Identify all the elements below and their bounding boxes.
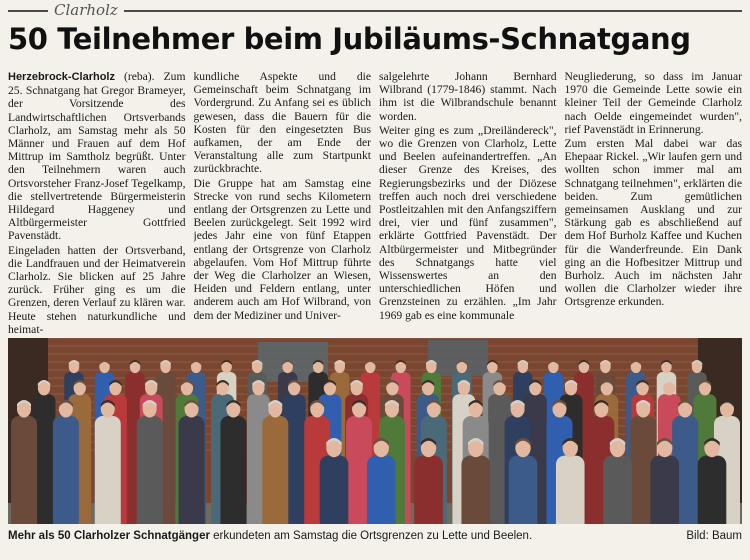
article-paragraph: Neugliederung, so dass im Januar 1970 die Gemeinde Lette sowie ein kleiner Teil der Gemeinde Clarholz nach Oelde eingemeindet wurden", rief Pavenstädt in Erinnerung.	[564, 70, 742, 136]
person-body	[414, 456, 443, 524]
rubric-label: Clarholz	[48, 1, 124, 19]
person-body	[650, 456, 679, 524]
article-paragraph-text: (reba). Zum 25. Schnatgang hat Gregor Brameyer, der Vorsitzende des Landwirtschaftlichen Ortsverbands Clarholz, am Samstag mehr als 50 Männer und Frauen auf dem Hof Mittrup im Samtholz begrüßt. Unter den Teilnehmern waren auch Ortsvorsteher Franz-Josef Tegelkamp, die stellvertretende Bürgermeisterin Hildegard Haggeney und Altbürgermeister Gottfried Pavenstädt.	[8, 70, 186, 243]
person-body	[262, 416, 288, 524]
person-body	[179, 416, 205, 524]
article-column-4	[565, 70, 743, 336]
article-column-1	[8, 70, 186, 336]
photo-caption-text: erkundeten am Samstag die Ortsgrenzen zu Lette und Beelen.	[209, 530, 533, 542]
person-body	[556, 456, 585, 524]
article-paragraph: Weiter ging es zum „Dreiländereck", wo die Grenzen von Clarholz, Lette und Beelen aufeinandertreffen. „An dieser Grenze des Kreises, des Regierungsbezirks und der Diözese treffen auch noch drei verschiedene Postleitzahlen mit den Anfangsziffern drei, vier und fünf zusammen", erklärte Gottfried Pavenstädt. Der Altbürgermeister und Mitbegründer des Schnatgangs hatte viel Wissenswertes an den unterschiedlichen Höfen und Grenzsteinen zu erzählen. „Im Jahr 1969 gab es eine kommunale	[379, 123, 557, 322]
article-paragraph: kundliche Aspekte und die Gemeinschaft beim Schnatgang im Vordergrund. Zu Anfang sei es üblich gewesen, dass die Bauern für die Kosten für den eingesetzten Bus aufkamen, der am Ende der Veranstaltung alle zum Startpunkt zurückbrachte.	[193, 70, 371, 176]
article-paragraph: Zum ersten Mal dabei war das Ehepaar Rickel. „Wir laufen gern und wollten schon immer mal am Schnatgang teilnehmen", erklärten die beiden. Zum gemütlichen gemeinsamen Ausklang und zur Stärkung gab es abschließend auf dem Hof Burholz Kaffee und Kuchen für die Wanderfreunde. Ein Dank ging an die Hofbesitzer Mittrup und Burholz. Auch im nächsten Jahr wollen die Clarholzer wieder ihre Ortsgrenze erkunden.	[564, 137, 742, 309]
article-paragraph: Eingeladen hatten der Ortsverband, die Landfrauen und der Heimatverein Clarholz. Sie blicken auf 25 Jahre zurück. Früher ging es um die Grenzen, deren Verlauf zu klären war. Heute stehen naturkundliche und heimat-	[8, 243, 186, 336]
person-body	[137, 416, 163, 524]
group-photo	[8, 338, 742, 524]
person-body	[367, 456, 396, 524]
photo-caption-bold: Mehr als 50 Clarholzer Schnatgänger	[8, 530, 210, 542]
person-body	[95, 416, 121, 524]
person-body	[11, 416, 37, 524]
article-paragraph	[8, 70, 186, 243]
article-column-2	[194, 70, 372, 336]
person-body	[320, 456, 349, 524]
photo-caption	[8, 530, 532, 542]
article-lead: Herzebrock-Clarholz	[8, 71, 115, 83]
article-column-3	[379, 70, 557, 336]
headline: 50 Teilnehmer beim Jubiläums-Schnatgang	[8, 22, 691, 56]
person-body	[603, 456, 632, 524]
person-body	[698, 456, 727, 524]
article-paragraph: salgelehrte Johann Bernhard Wilbrand (1779-1846) stammt. Nach ihm ist die Wilbrandschule benannt worden.	[379, 70, 557, 123]
photo-credit: Bild: Baum	[686, 530, 742, 542]
group-photo-illustration	[8, 338, 742, 524]
article-paragraph: Die Gruppe hat am Samstag eine Strecke von rund sechs Kilometern entlang der Ortsgrenzen zu Lette und Beelen zurückgelegt. Seit 1992 wird jedes Jahr eine von fünf Etappen entlang der Ortsgrenze von Clarholz abgelaufen. Vom Hof Mittrup führte der Weg die Clarholzer an Wiesen, Heiden und Feldern entlang, unter anderem auch am Hof Wilbrand, von dem der Mediziner und Univer-	[193, 176, 371, 322]
person-body	[53, 416, 79, 524]
person-body	[461, 456, 490, 524]
article-body	[8, 70, 742, 336]
photo-caption-row	[8, 530, 742, 548]
person-body	[509, 456, 538, 524]
person-body	[220, 416, 246, 524]
rubric-bar	[8, 0, 742, 20]
